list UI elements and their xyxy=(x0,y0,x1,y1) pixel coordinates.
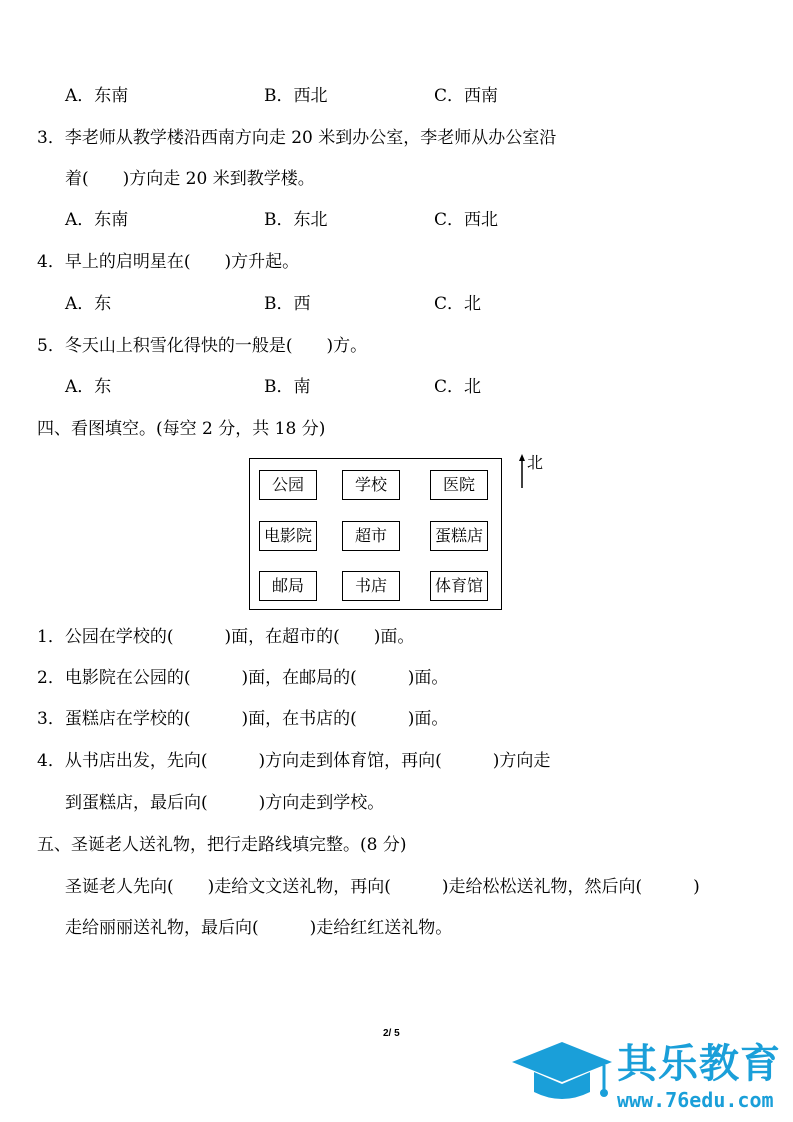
q3-option-c: C．西北 xyxy=(434,210,499,230)
map-cell-stadium: 体育馆 xyxy=(430,571,488,601)
logo-name: 其乐教育 xyxy=(617,1041,781,1087)
page-number: 2/ 5 xyxy=(383,1028,400,1039)
q4-option-c: C．北 xyxy=(434,294,482,314)
map-cell-school: 学校 xyxy=(342,470,400,500)
q4-option-b: B．西 xyxy=(264,294,311,314)
q4-text: 4．早上的启明星在( )方升起。 xyxy=(37,252,300,272)
map-cell-cinema: 电影院 xyxy=(259,521,317,551)
section4-question-3: 3．蛋糕店在学校的( )面，在书店的( )面。 xyxy=(37,709,449,729)
section4-question-2: 2．电影院在公园的( )面，在邮局的( )面。 xyxy=(37,668,449,688)
section5-title: 五、圣诞老人送礼物，把行走路线填完整。(8 分) xyxy=(37,835,407,855)
q5-option-a: A．东 xyxy=(65,377,112,397)
logo-url: www.76edu.com xyxy=(617,1088,774,1112)
q2-option-b: B．西北 xyxy=(264,86,328,106)
q5-option-c: C．北 xyxy=(434,377,482,397)
q3-option-a: A．东南 xyxy=(65,210,129,230)
map-cell-post-office: 邮局 xyxy=(259,571,317,601)
section5-text-line1: 圣诞老人先向( )走给文文送礼物，再向( )走给松松送礼物，然后向( ) xyxy=(65,877,700,897)
section4-question-1: 1．公园在学校的( )面，在超市的( )面。 xyxy=(37,627,415,647)
map-cell-hospital: 医院 xyxy=(430,470,488,500)
section4-question-4-line2: 到蛋糕店，最后向( )方向走到学校。 xyxy=(65,793,385,813)
q5-text: 5．冬天山上积雪化得快的一般是( )方。 xyxy=(37,336,368,356)
q3-option-b: B．东北 xyxy=(264,210,328,230)
map-cell-park: 公园 xyxy=(259,470,317,500)
q4-option-a: A．东 xyxy=(65,294,112,314)
q3-text-line2: 着( )方向走 20 米到教学楼。 xyxy=(65,169,315,189)
compass-label: 北 xyxy=(527,453,544,472)
section4-question-4-line1: 4．从书店出发，先向( )方向走到体育馆，再向( )方向走 xyxy=(37,751,551,771)
map-cell-supermarket: 超市 xyxy=(342,521,400,551)
map-cell-bookstore: 书店 xyxy=(342,571,400,601)
q2-option-c: C．西南 xyxy=(434,86,499,106)
section5-text-line2: 走给丽丽送礼物，最后向( )走给红红送礼物。 xyxy=(65,918,453,938)
town-map xyxy=(249,458,502,610)
section4-title: 四、看图填空。(每空 2 分，共 18 分) xyxy=(37,419,326,439)
q2-option-a: A．东南 xyxy=(65,86,129,106)
map-cell-bakery: 蛋糕店 xyxy=(430,521,488,551)
q3-text-line1: 3．李老师从教学楼沿西南方向走 20 米到办公室，李老师从办公室沿 xyxy=(37,128,557,148)
q5-option-b: B．南 xyxy=(264,377,311,397)
